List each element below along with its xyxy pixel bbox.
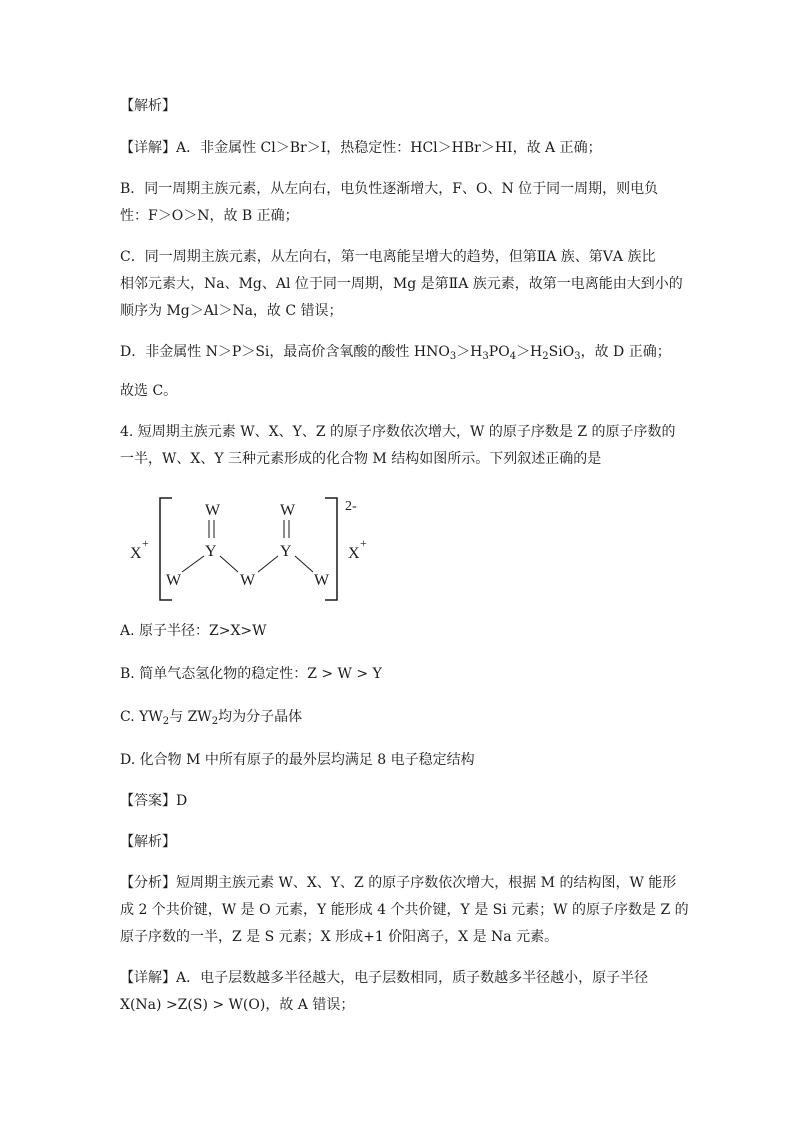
detail-d bbox=[120, 343, 671, 366]
single-bond bbox=[258, 556, 278, 572]
option-c[interactable] bbox=[120, 708, 302, 731]
cation-right-charge: + bbox=[360, 536, 367, 550]
detail2-a-line2: X(Na) >Z(S) > W(O)，故 A 错误； bbox=[120, 997, 355, 1013]
subscript: 3 bbox=[449, 351, 457, 362]
formula-part: PO bbox=[488, 344, 510, 360]
analysis-line1: 【分析】短周期主族元素 W、X、Y、Z 的原子序数依次增大，根据 M 的结构图，W 能形 bbox=[120, 875, 677, 891]
analysis-heading: 【解析】 bbox=[120, 98, 176, 114]
cation-left-charge: + bbox=[142, 536, 149, 550]
conclusion: 故选 C。 bbox=[120, 383, 178, 399]
formula-part: ＞H bbox=[516, 344, 543, 360]
detail-c-line1: C．同一周期主族元素，从左向右，第一电离能呈增大的趋势，但第ⅡA 族、第ⅤA 族比 bbox=[120, 249, 656, 265]
analysis-heading-2: 【解析】 bbox=[120, 834, 176, 850]
subscript: 3 bbox=[574, 351, 581, 362]
question-4-line1: 4. 短周期主族元素 W、X、Y、Z 的原子序数依次增大，W 的原子序数是 Z 的原子序数的 bbox=[120, 424, 676, 440]
cation-left: X bbox=[130, 545, 142, 562]
detail-d-text: D．非金属性 N＞P＞Si，最高价含氧酸的酸性 HNO bbox=[120, 344, 450, 360]
detail2-a-line1: 【详解】A．电子层数越多半径越大，电子层数相同，质子数越多半径越小，原子半径 bbox=[120, 970, 649, 986]
detail-a: 【详解】A．非金属性 Cl＞Br＞I，热稳定性：HCl＞HBr＞HI，故 A 正确； bbox=[120, 140, 602, 156]
subscript: 2 bbox=[162, 716, 170, 727]
atom-w-bottom-right: W bbox=[314, 572, 330, 589]
detail-c-line3: 顺序为 Mg＞Al＞Na，故 C 错误； bbox=[120, 303, 343, 319]
structure-diagram bbox=[120, 490, 400, 605]
subscript: 2 bbox=[542, 351, 549, 362]
option-b[interactable]: B. 简单气态氢化物的稳定性：Z > W > Y bbox=[120, 666, 382, 682]
atom-w-top-right: W bbox=[280, 502, 296, 519]
single-bond bbox=[220, 556, 238, 572]
option-c-text: 与 ZW bbox=[169, 709, 212, 725]
subscript: 4 bbox=[509, 351, 517, 362]
atom-w-bridge: W bbox=[240, 572, 256, 589]
option-d[interactable]: D. 化合物 M 中所有原子的最外层均满足 8 电子稳定结构 bbox=[120, 752, 475, 768]
detail-d-end: ，故 D 正确； bbox=[580, 344, 671, 360]
formula-part: SiO bbox=[548, 344, 575, 360]
option-a[interactable]: A. 原子半径：Z>X>W bbox=[120, 623, 267, 639]
subscript: 2 bbox=[211, 716, 219, 727]
option-c-text: C. YW bbox=[120, 709, 163, 725]
formula-part: ＞H bbox=[456, 344, 483, 360]
question-4-line2: 一半，W、X、Y 三种元素形成的化合物 M 结构如图所示。下列叙述正确的是 bbox=[120, 451, 602, 467]
detail-b-line1: B．同一周期主族元素，从左向右，电负性逐渐增大，F、O、N 位于同一周期，则电负 bbox=[120, 181, 659, 197]
cation-right: X bbox=[348, 545, 360, 562]
answer: 【答案】D bbox=[120, 793, 188, 809]
atom-y-right: Y bbox=[280, 543, 292, 560]
analysis-line2: 成 2 个共价键，W 是 O 元素，Y 能形成 4 个共价键，Y 是 Si 元素；W 的原子序数是 Z 的 bbox=[120, 902, 689, 918]
subscript: 3 bbox=[482, 351, 489, 362]
atom-w-bottom-left: W bbox=[166, 572, 182, 589]
single-bond bbox=[295, 556, 313, 572]
atom-y-left: Y bbox=[205, 543, 217, 560]
atom-w-top-left: W bbox=[205, 502, 221, 519]
option-c-text: 均为分子晶体 bbox=[218, 709, 303, 725]
detail-c-line2: 相邻元素大，Na、Mg、Al 位于同一周期，Mg 是第ⅡA 族元素，故第一电离能由大到小的 bbox=[120, 276, 683, 292]
analysis-line3: 原子序数的一半，Z 是 S 元素；X 形成+1 价阳离子，X 是 Na 元素。 bbox=[120, 929, 559, 945]
detail-b-line2: 性：F＞O＞N，故 B 正确； bbox=[120, 208, 299, 224]
single-bond bbox=[182, 556, 204, 572]
anion-charge: 2- bbox=[345, 499, 357, 514]
